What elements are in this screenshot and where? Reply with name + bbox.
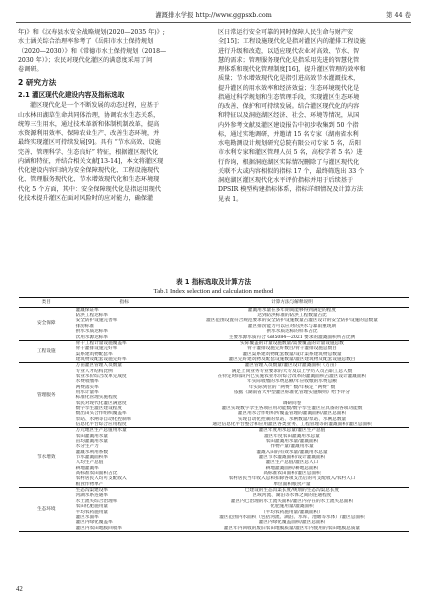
indicator-cell: 骨干灌排设施完好率 <box>75 346 118 352</box>
category-cell: 管理服务 <box>19 363 74 428</box>
text-line: 区日常运行安全可靠的同时保障人民生命与财产安 <box>218 29 354 36</box>
method-cell: 灌区实现数字孪生各项应用功能数/数字孪生灌区应具备的各项功能数 <box>221 405 363 411</box>
text-line: 化、管理服务现代化、节水增效现代化和生态环境现 <box>18 176 160 184</box>
indicator-cell: 人均生产总值 <box>75 460 104 466</box>
method-cell: 通过信息化平台整合和应用灌区各类业务、工程管理等的灌溉面积/灌区总面积 <box>212 422 372 427</box>
method-cell: 灌区范围设置符合规范要求的安全防护设施数量占灌区设计的安全防护设施的总数量 <box>206 318 378 324</box>
method-cell: 灌区生产总值/灌区总人口 <box>265 460 319 466</box>
indicator-cell: 两费落实率 <box>75 384 99 390</box>
indicator-cell: 饮用水源达标率 <box>75 334 109 340</box>
text-line: 完善、管理科学、生态良好” 特征，根据灌区现代化 <box>18 148 159 156</box>
text-line: 标，通过实地调研，并邀请 15 名专家（湖南省水利 <box>218 130 359 138</box>
table-header-row <box>19 298 409 308</box>
text-line: 山水林田湖草生命共同体治理，协调农水生态关系， <box>18 111 160 119</box>
indicator-cell: 平均农药施用量 <box>75 509 109 515</box>
indicator-cell: 数出田头合作组织覆盖率 <box>75 411 127 417</box>
indicator-cell: 安全防护设施完善率 <box>75 318 118 324</box>
text-line: 关联不大或内容相似的指标 17 个，最终筛选出 33 个 <box>218 167 365 175</box>
method-cell: 主要水源水质符合 GB5084—2021 要求的灌溉面积所占比例 <box>228 334 356 340</box>
method-cell: 农田灌溉用水量/灌溉面积 <box>265 439 319 445</box>
table-row <box>19 422 409 428</box>
method-cell: 骨干灌排设施完好数目/骨干灌排设施总数目 <box>247 346 337 352</box>
method-cell: 农村居民当年收入总和扣除各项支出后的可支配收入/农村人口 <box>228 476 356 482</box>
left-intro-paragraph <box>18 28 210 74</box>
indicator-cell: 万元地区生产总值用水量 <box>74 428 175 434</box>
indicator-cell: 农民对现代化灌区满意度 <box>75 400 127 406</box>
indicator-cell: 农村居民人均可支配收入 <box>75 476 127 482</box>
right-body-paragraph <box>218 28 410 204</box>
method-cell: 达到防洪标准的防洪工程数量占比 <box>257 313 327 319</box>
indicator-cell: 数字孪生灌区建设程度 <box>75 405 122 411</box>
text-line: 化技术提升灌区在面对风险时的应对能力，确保灌 <box>18 194 154 202</box>
method-cell: 依据《湖南省大中型灌区标准化管理实施细则》给予评分 <box>233 389 350 395</box>
method-cell: 调研问卷 <box>282 400 302 406</box>
method-cell: 灌溉入田的有效水量/灌溉用水总量 <box>256 449 328 455</box>
text-line: 行咨询，根据洞庭湖区实际情况删除了与灌区现代化 <box>218 158 360 166</box>
method-cell: 实现自动化控制的泵站、水闸数量/泵站、水闸总数量 <box>237 416 347 422</box>
method-cell: 灌区排涝能力可以应对的洪水与暴雨重现期 <box>247 323 337 329</box>
left-column <box>18 28 210 203</box>
method-cell: 实际覆盖的计量设施数量/需要覆盖的计量设施总数 <box>175 340 409 346</box>
method-cell: 灌区年度农田灌溉用水总量 <box>264 433 320 439</box>
category-cell: 节水增效 <box>19 428 74 488</box>
section-title: 2 研究方法 <box>18 78 57 88</box>
category-cell: 生态环境 <box>19 488 74 532</box>
table-caption-cn: 表 1 指标选取及计算方法 <box>175 278 252 286</box>
indicator-cell: 供水水质达标率 <box>75 329 109 335</box>
indicator-cell: 河湖水系连通率 <box>75 493 109 499</box>
text-line: 水电勘测设计规划研究总院有限公司专家 5 名，岳阳 <box>218 140 361 147</box>
index-table <box>19 297 409 532</box>
table-caption <box>0 278 427 296</box>
method-cell: 化肥施用量/灌溉面积 <box>270 504 314 510</box>
text-line: 理体系和现代化管理制度[16]，提升灌区管理的效率和 <box>218 66 366 73</box>
method-cell: 灌区内已治理的水土流失面积/灌区内存在的水土流失总面积 <box>230 498 354 504</box>
text-line: 的改善、保护和可持续发展。结合灌区现代化的内容 <box>218 103 360 110</box>
indicator-cell: 农业水价综合改革完成度 <box>75 373 127 379</box>
indicator-cell: 生态沟渠建设率 <box>74 488 175 494</box>
method-cell: 区域河流、湖泊等水体之间的连通程度 <box>252 493 332 499</box>
category-cell: 工程设施 <box>19 340 74 362</box>
page-number: 42 <box>16 586 23 593</box>
method-cell: 灌区节水灌溉面积/设计灌溉面积 <box>258 455 326 461</box>
table-caption-en: Tab.1 Index selection and calculation method <box>153 288 274 295</box>
indicator-cell: 用水计量率 <box>75 389 99 395</box>
text-line: 洞庭湖区灌区现代化水平评价指标并用于后续基于 <box>218 177 354 184</box>
table-row <box>19 526 409 532</box>
text-line: 指通过科学规划和生态管理手段，实现灌区生态环境 <box>218 93 360 101</box>
indicator-cell: 农田化肥施用量 <box>75 504 109 510</box>
method-cell: 耕地灌溉面积/耕地总面积 <box>265 465 319 471</box>
body-text <box>18 28 410 274</box>
text-line: 水土涵关综合治理率参考了《岳阳市水土保持规划 <box>18 38 154 46</box>
text-line: 水资源利用效率、保障农业生产、改善生态环境，并 <box>18 130 160 137</box>
indicator-cell: 农田灌溉用水量 <box>75 433 109 439</box>
indicator-cell: 水分生产力 <box>75 444 99 450</box>
indicator-cell: 水费收缴率 <box>75 379 99 385</box>
method-cell: 灌溉用水量在多年期间能够得到满足的程度 <box>247 307 337 313</box>
indicator-cell: 节水灌溉面积率 <box>75 455 109 461</box>
text-line: DPSIR 模型构建指标体系，指标详细情况及计算方法 <box>218 186 364 194</box>
method-cell: 年实际到位的 “两费” 数/年核定 “两费” 数 <box>248 384 336 390</box>
text-line: 提升灌区的用水效率和经济效益；生态环境现代化是 <box>218 84 360 92</box>
left-body-paragraph <box>18 101 210 203</box>
text-line: 统筹三生用水，通过技术革新和体制机制改革，提高 <box>18 120 160 128</box>
indicator-cell: 渠系建筑物配套率 <box>75 351 113 357</box>
text-line: 质量；节水增效现代化是指引进高效节水灌溉技术， <box>218 75 360 83</box>
subsection-title: 2.1 灌区现代化建设内容及指标选取 <box>18 91 125 100</box>
text-line: 市水利专家和灌区管理人员 5 名，高校学者 5 名）进 <box>218 149 363 157</box>
header-indicator: 指标 <box>74 298 175 308</box>
method-cell: 满足上岗业务专业要求的大专及以上学历人员占职工总人数 <box>231 368 353 374</box>
header-category: 类目 <box>19 298 74 308</box>
indicator-cell: 专业人才结构比例 <box>75 368 113 374</box>
text-line: 代化 5 个方面，其中：安全保障现代化是指运用现代 <box>18 185 161 193</box>
text-line: 全[15]；工程设施现代化是指对灌区内的灌排工程设施 <box>218 38 366 46</box>
text-line: 代化建设内容归纳为安全保障现代化、工程设施现代 <box>18 167 160 174</box>
right-column <box>218 28 410 204</box>
indicator-cell: 灌溉保证率 <box>75 307 99 313</box>
text-line: （2020—2030）》和《常德市水土保持规划（2018— <box>18 47 167 55</box>
indicator-cell: 灌区内绿化覆盖率 <box>75 520 113 526</box>
method-cell: 年实际收缴的水费总额/年应收缴的水费总额 <box>247 379 337 385</box>
text-line: 2030 年）》；农民对现代化灌区的满意度采用了问 <box>18 56 153 64</box>
indicator-cell: 耕地灌溉率 <box>75 465 99 471</box>
indicator-cell: 亩均灌溉用水量 <box>75 439 109 445</box>
method-cell: 灌区年度用水总量/灌区生产总值 <box>175 428 409 434</box>
method-cell: （平均农药施用量/灌溉面积） <box>261 509 323 515</box>
method-cell: 作物产量/灌溉用水量 <box>270 444 314 450</box>
text-line: 内外参考文献及灌区建设报告中初步收集到 50 个指 <box>218 121 359 129</box>
indicator-cell: 灌区水面率 <box>75 514 99 520</box>
method-cell: 在特定时间段内已实施农业水价综合改革的灌溉面积占灌区设计灌溉面积 <box>217 373 367 379</box>
table-body <box>19 307 409 531</box>
indicator-cell: 骨干工程计量设施覆盖率 <box>74 340 175 346</box>
running-header <box>16 8 411 23</box>
indicator-cell: 信息化平台综合应用程度 <box>75 422 127 427</box>
indicator-cell: 粮食作物单产 <box>75 481 104 487</box>
method-cell: 灌区用水合作组织所覆盖管理的灌溉面积/灌区总面积 <box>237 411 347 417</box>
text-line: 灌区现代化是一个不断发展的动态过程，应基于 <box>30 102 159 110</box>
indicator-cell: 灌溉水利用系数 <box>75 449 109 455</box>
text-line: 卷调研。 <box>18 66 43 73</box>
text-line: 和特征以及洞庭湖区经济、社会、环境等情况，从国 <box>218 112 360 120</box>
index-table-wrapper <box>19 297 409 532</box>
method-cell: 已建设的生态沟渠长度/规划的生态沟渠总长度 <box>175 488 409 494</box>
journal-name: 灌溉排水学报 http://www.ggpsxb.com <box>155 11 272 19</box>
method-cell: 灌区年内回收的废旧农田地膜质量/灌区年内使用的农田地膜总质量 <box>175 526 409 532</box>
indicator-cell: 建筑物及配套设施完好率 <box>75 356 127 362</box>
indicator-cell: 万亩灌区管理人员数量 <box>74 363 175 369</box>
method-cell: 单位面积粮食产量 <box>273 481 311 487</box>
volume-label: 第 44 卷 <box>386 11 411 19</box>
indicator-cell: 灌区内农田地膜回收率 <box>74 526 175 532</box>
indicator-cell: 水土流失综合治理率 <box>75 498 118 504</box>
text-line: 见表 1。 <box>218 195 243 203</box>
text-line: 最终实现灌区可持续发展[9]。具有 “节水高效、设施 <box>18 139 161 147</box>
category-cell: 安全保障 <box>37 321 56 327</box>
indicator-cell: 高标准农田面积占比 <box>75 471 118 477</box>
text-line: 内涵和特征，并结合相关文献[13-14]，本文将灌区现 <box>18 157 164 165</box>
method-cell: 灌区完好建筑物及配套设施数量/灌区建筑物及配套设施总数目 <box>228 356 356 362</box>
text-line: 慧的需求；管理服务现代化是指采用先进的智慧化管 <box>218 56 360 64</box>
method-cell: 灌区管理人员数量/灌区设计灌溉面积（万亩） <box>175 363 409 369</box>
method-cell: 高标准农田面积/灌区总面积 <box>263 471 321 477</box>
text-line: 年)》和《汉寿县水安全战略规划(2020—2035 年)》; <box>18 29 165 36</box>
method-cell: 供水水质达标的样本占比 <box>266 329 318 335</box>
method-cell: 灌区渠系建筑物配套数量/设计渠系建筑物总数量 <box>242 351 342 357</box>
text-line: 进行升级和改造，以适应现代农业对高效、节水、智 <box>218 47 360 55</box>
header-method: 计算方法与解释说明 <box>175 298 409 308</box>
method-cell: 灌区内绿化覆盖面积/灌区总面积 <box>258 520 326 526</box>
indicator-cell: 防洪工程达标率 <box>75 313 109 319</box>
indicator-cell: 标准化管理实施程度 <box>75 395 118 401</box>
method-cell: 灌区范围内水面积（包括河流、湖泊、水库、池塘等水体）/灌区总面积 <box>219 514 365 520</box>
indicator-cell: 泵站、水闸等自动化控制率 <box>75 416 132 422</box>
indicator-cell: 排涝标准 <box>75 323 95 329</box>
